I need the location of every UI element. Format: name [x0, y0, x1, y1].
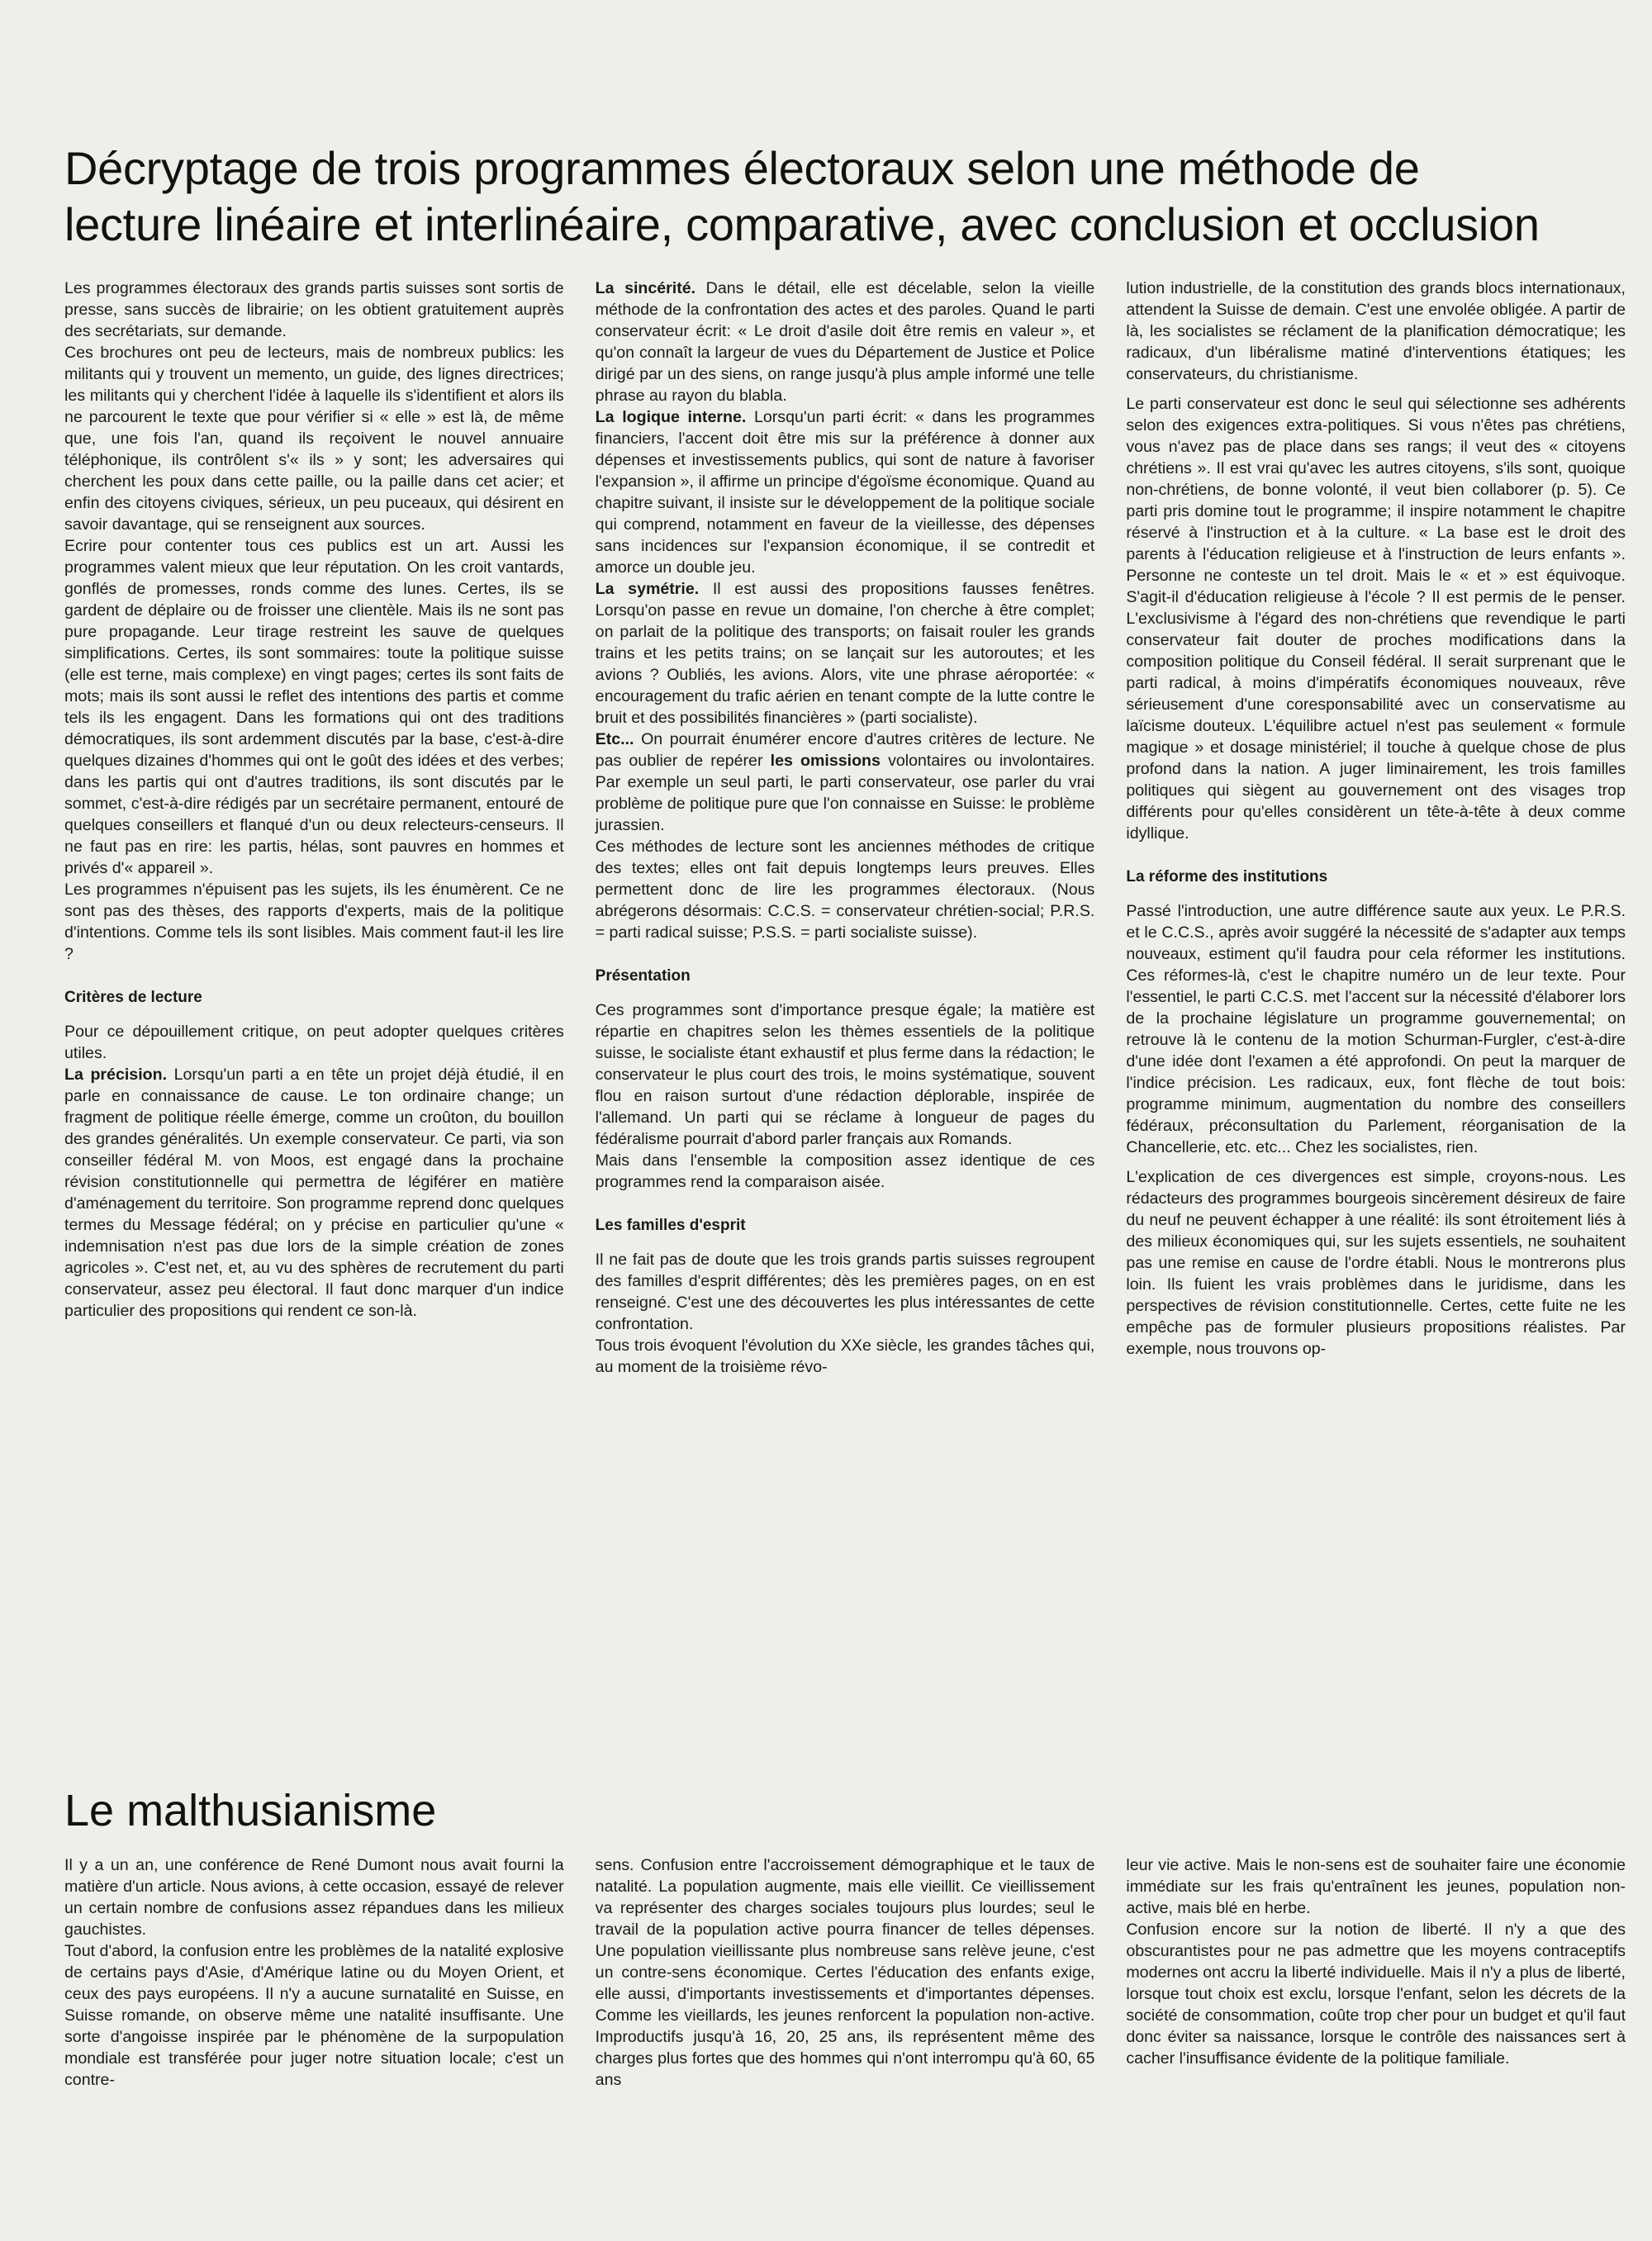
label-logique: La logique interne.	[595, 408, 747, 426]
paragraph: Mais dans l'ensemble la composition assez identique de ces programmes rend la comparaison aisée.	[595, 1151, 1095, 1191]
subheading-criteres: Critères de lecture	[64, 989, 202, 1006]
label-symetrie: La symétrie.	[595, 580, 700, 598]
paragraph-text: Lorsqu'un parti a en tête un projet déjà étudié, il en parle en connaissance de cause. Le ton ordinaire change; un fragment de politique réelle émerge, comme un croûton, du bouillon des grandes généralités. Un exemple conservateur. Ce parti, via son conseiller fédéral M. von Moos, est engagé dans la prochaine révision constitutionnelle qui permettra de légiférer en matière d'aménagement du territoire. Son programme reprend donc quelques termes du Message fédéral; on y précise en particulier qu'une « indemnisation n'est pas due lors de la simple création de zones agricoles ». C'est net, et, au vu des sphères de recrutement du parti conservateur, assez peu électoral. Il faut donc marquer d'un indice particulier des propositions qui rendent ce son-là.	[64, 1066, 564, 1320]
paragraph: Il ne fait pas de doute que les trois grands partis suisses regroupent des familles d'esprit différentes; dès les premières pages, on en est renseigné. C'est une des découvertes les plus intéressantes de cette confrontation.	[595, 1251, 1095, 1333]
column-3	[1126, 278, 1626, 1723]
paragraph: leur vie active. Mais le non-sens est de souhaiter faire une économie immédiate sur les frais qu'entraînent les jeunes, population non-active, mais blé en herbe.	[1126, 1856, 1626, 1917]
paragraph-text: volontaires ou involontaires. Par exemple un seul parti, le parti conservateur, ose parler du vrai problème de politique pure que l'on connaisse en Suisse: le problème jurassien.	[595, 752, 1095, 834]
paragraph: Ces méthodes de lecture sont les anciennes méthodes de critique des textes; elles ont fait depuis longtemps leurs preuves. Elles permettent donc de lire les programmes électoraux. (Nous abrégerons désormais: C.C.S. = conservateur chrétien-social; P.R.S. = parti radical suisse; P.S.S. = parti socialiste suisse).	[595, 838, 1095, 942]
paragraph	[596, 578, 1095, 729]
section2-columns	[64, 1854, 1626, 2218]
headline-line-1: Décryptage de trois programmes électoraux selon une méthode de	[64, 142, 1420, 194]
subheading-reforme: La réforme des institutions	[1126, 868, 1328, 885]
paragraph: Tous trois évoquent l'évolution du XXe siècle, les grandes tâches qui, au moment de la troisième révo-	[595, 1337, 1095, 1376]
paragraph	[64, 1064, 564, 1322]
section2-column-1	[64, 1854, 564, 2218]
subheading-presentation: Présentation	[595, 967, 691, 985]
column-2	[596, 278, 1095, 1723]
section-title-malthusianisme: Le malthusianisme	[64, 1786, 437, 1835]
headline-line-2: lecture linéaire et interlinéaire, comparative, avec conclusion et occlusion	[64, 198, 1540, 250]
paragraph: Ces programmes sont d'importance presque égale; la matière est répartie en chapitres selon les thèmes essentiels de la politique suisse, le socialiste étant exhaustif et plus ferme dans la rédaction; le conservateur le plus court des trois, le moins systématique, souvent flou en raison surtout d'une rédaction déplorable, inspirée de l'allemand. Un parti qui se réclame à longueur de pages du fédéralisme pourrait d'abord parler français aux Romands.	[595, 1001, 1095, 1148]
article-headline	[64, 140, 1634, 253]
paragraph: Ecrire pour contenter tous ces publics est un art. Aussi les programmes valent mieux que leur réputation. On les croit vantards, gonflés de promesses, ronds comme des lunes. Certes, ils se gardent de déplaire ou de froisser une clientèle. Mais ils ne sont pas pure propagande. Leur tirage restreint les sauve de quelques simplifications. Certes, ils sont sommaires: toute la politique suisse (elle est terne, mais complexe) en vingt pages; certes ils sont faits de mots; mais ils sont aussi le reflet des intentions des partis et comme tels ils les engagent. Dans les formations qui ont des traditions démocratiques, ils sont ardemment discutés par la base, c'est-à-dire quelques dizaines d'hommes qui ont le goût des idées et des verbes; dans les partis qui ont d'autres traditions, ils sont discutés par le sommet, c'est-à-dire rédigés par un secrétaire permanent, entouré de quelques conseillers et flanqué d'un ou deux relecteurs-censeurs. Il ne faut pas en rire: les partis, hélas, sont pauvres en hommes et privés d'« appareil ».	[64, 537, 564, 877]
label-precision: La précision.	[64, 1066, 168, 1084]
paragraph	[596, 278, 1095, 406]
subheading-familles: Les familles d'esprit	[595, 1217, 746, 1234]
paragraph: lution industrielle, de la constitution des grands blocs internationaux, attendent la Suisse de demain. C'est une envolée obligée. A partir de là, les socialistes se réclament de la planification démocratique; les radicaux, d'un libéralisme matiné d'interventions étatiques; les conservateurs, du christianisme.	[1126, 279, 1626, 383]
label-omissions: les omissions	[770, 752, 881, 770]
column-1	[64, 278, 564, 1723]
paragraph: Passé l'introduction, une autre différence saute aux yeux. Le P.R.S. et le C.C.S., après avoir suggéré la nécessité de s'adapter aux temps nouveaux, estiment qu'il faudra pour cela réformer les institutions. Ces réformes-là, c'est le chapitre numéro un de leur texte. Pour l'essentiel, le parti C.C.S. met l'accent sur la nécessité d'élaborer lors de la prochaine législature un programme gouvernemental; on retrouve là le contenu de la motion Schurman-Furgler, c'est-à-dire d'une idée dont l'examen a été approfondi. On peut la marquer de l'indice précision. Les radicaux, eux, font flèche de tout bois: programme minimum, augmentation du nombre des conseillers fédéraux, préconsultation du Parlement, réorganisation de la Chancellerie, etc. etc... Chez les socialistes, rien.	[1126, 902, 1626, 1156]
paragraph: Tout d'abord, la confusion entre les problèmes de la natalité explosive de certains pays d'Asie, d'Amérique latine ou du Moyen Orient, et ceux des pays européens. Il n'y a aucune surnatalité en Suisse, en Suisse romande, on observe même une natalité insuffisante. Une sorte d'angoisse inspirée par le phénomène de la surpopulation mondiale est transférée pour juger notre situation locale; c'est un contre-	[64, 1942, 564, 2089]
paragraph-text: Il est aussi des propositions fausses fenêtres. Lorsqu'on passe en revue un domaine, l'on cherche à être complet; on parlait de la politique des transports; on faisait rouler les grands trains et les petits trains; on se lançait sur les autoroutes; et les avions ? Oubliés, les avions. Alors, vite une phrase aéroportée: « encouragement du trafic aérien en tenant compte de la lutte contre le bruit et des possibilités financières » (parti socialiste).	[595, 580, 1095, 727]
paragraph: L'explication de ces divergences est simple, croyons-nous. Les rédacteurs des programmes bourgeois sincèrement désireux de faire du neuf ne peuvent échapper à une réalité: ils sont étroitement liés à des milieux économiques qui, sur les sujets essentiels, ne souhaitent pas une remise en cause de l'ordre établi. Nous le montrerons plus loin. Ils fuient les vrais problèmes dans le juridisme, dans les perspectives de révision constitutionnelle. Certes, cette fuite ne les empêche pas de formuler plusieurs propositions réalistes. Par exemple, nous trouvons op-	[1126, 1168, 1626, 1358]
paragraph: sens. Confusion entre l'accroissement démographique et le taux de natalité. La population augmente, mais elle vieillit. Ce vieillissement va représenter des charges sociales toujours plus lourdes; seul le travail de la population active pourra financer de telles dépenses. Une population vieillissante plus nombreuse sans relève jeune, c'est un contre-sens économique. Certes l'éducation des enfants exige, elle aussi, d'importants investissements et d'importantes dépenses. Comme les vieillards, les jeunes renforcent la population non-active. Improductifs jusqu'à 16, 20, 25 ans, ils représentent même des charges plus fortes que des hommes qui n'ont interrompu qu'à 60, 65 ans	[595, 1856, 1095, 2089]
paragraph-text: Dans le détail, elle est décelable, selon la vieille méthode de la confrontation des actes et des paroles. Quand le parti conservateur écrit: « Le droit d'asile doit être remis en valeur », et qu'on connaît la largeur de vues du Département de Justice et Police dirigé par un des siens, on range jusqu'à plus ample informé une telle phrase au rayon du blabla.	[595, 279, 1095, 405]
paragraph: Le parti conservateur est donc le seul qui sélectionne ses adhérents selon des exigences extra-politiques. Si vous n'êtes pas chrétiens, vous n'avez pas de place dans ses rangs; il veut des « citoyens chrétiens ». Il est vrai qu'avec les autres citoyens, s'ils sont, quoique non-chrétiens, de bonne volonté, il veut bien collaborer (p. 5). Ce parti pris domine tout le programme; il inspire notamment le chapitre réservé à l'instruction et à la culture. « La base est le droit des parents à l'éducation religieuse et à l'instruction de leurs enfants ». Personne ne conteste un tel droit. Mais le « et » est équivoque. S'agit-il d'éducation religieuse à l'école ? Il est permis de le penser. L'exclusivisme à l'égard des non-chrétiens que revendique le parti conservateur fait douter de proches modifications dans la composition politique du Conseil fédéral. Il serait surprenant que le parti radical, à moins d'impératifs économiques nouveaux, rêve sérieusement d'une coresponsabilité avec un conservatisme au laïcisme douteux. L'équilibre actuel n'est pas seulement « formule magique » et dosage ministériel; il touche à quelque chose de plus profond dans la nation. A juger liminairement, les trois familles politiques qui siègent au gouvernement ont des visages trop différents pour qu'elles considèrent un tête-à-tête à deux comme idyllique.	[1126, 395, 1626, 843]
paragraph: Les programmes n'épuisent pas les sujets, ils les énumèrent. Ce ne sont pas des thèses, des rapports d'experts, mais de la politique d'intentions. Comme tels ils sont lisibles. Mais comment faut-il les lire ?	[64, 881, 564, 963]
paragraph: Confusion encore sur la notion de liberté. Il n'y a que des obscurantistes pour ne pas admettre que les moyens contraceptifs modernes ont accru la liberté individuelle. Mais il n'y a plus de liberté, lorsque tout choix est exclu, lorsque l'enfant, selon les décrets de la société de consommation, coûte trop cher pour un budget et qu'il faut donc éviter sa naissance, lorsque le contrôle des naissances sert à cacher l'insuffisance évidente de la politique familiale.	[1126, 1921, 1626, 2068]
paragraph: Les programmes électoraux des grands partis suisses sont sortis de presse, sans succès de librairie; on les obtient gratuitement auprès des secrétariats, sur demande.	[64, 279, 564, 340]
paragraph: Il y a un an, une conférence de René Dumont nous avait fourni la matière d'un article. Nous avions, à cette occasion, essayé de relever un certain nombre de confusions assez répandues dans les milieux gauchistes.	[64, 1856, 564, 1939]
paragraph: Ces brochures ont peu de lecteurs, mais de nombreux publics: les militants qui y trouvent un memento, un guide, des lignes directrices; les militants qui y cherchent l'idée à laquelle ils s'identifient et alors ils ne parcourent le texte que pour vérifier si « elle » est là, de même que, une fois l'an, quand ils reçoivent le nouvel annuaire téléphonique, ils contrôlent s'« ils » y sont; les adversaires qui cherchent les poux dans cette paille, ou la paille dans cet acier; et enfin des citoyens civiques, sérieux, un peu puceaux, qui désirent en savoir davantage, qui se renseignent aux sources.	[64, 344, 564, 534]
paragraph	[596, 729, 1095, 836]
section2-column-3	[1126, 1854, 1626, 2218]
paragraph-text: Lorsqu'un parti écrit: « dans les programmes financiers, l'accent doit être mis sur la préférence à donner aux dépenses et investissements publics, qui sont de nature à favoriser l'expansion », il affirme un principe d'égoïsme économique. Quand au chapitre suivant, il insiste sur le développement de la politique sociale qui comprend, notamment en faveur de la vieillesse, des dépenses sans incidences sur l'expansion économique, il se contredit et amorce un double jeu.	[595, 408, 1095, 577]
article-columns	[64, 278, 1626, 1723]
label-sincerite: La sincérité.	[595, 279, 696, 297]
paragraph: Pour ce dépouillement critique, on peut adopter quelques critères utiles.	[64, 1023, 564, 1062]
paragraph-text: On pourrait énumérer encore d'autres critères de lecture. Ne pas oublier de repérer	[595, 730, 1095, 770]
paragraph	[596, 406, 1095, 578]
section2-column-2	[596, 1854, 1095, 2218]
label-etc: Etc...	[595, 730, 634, 748]
